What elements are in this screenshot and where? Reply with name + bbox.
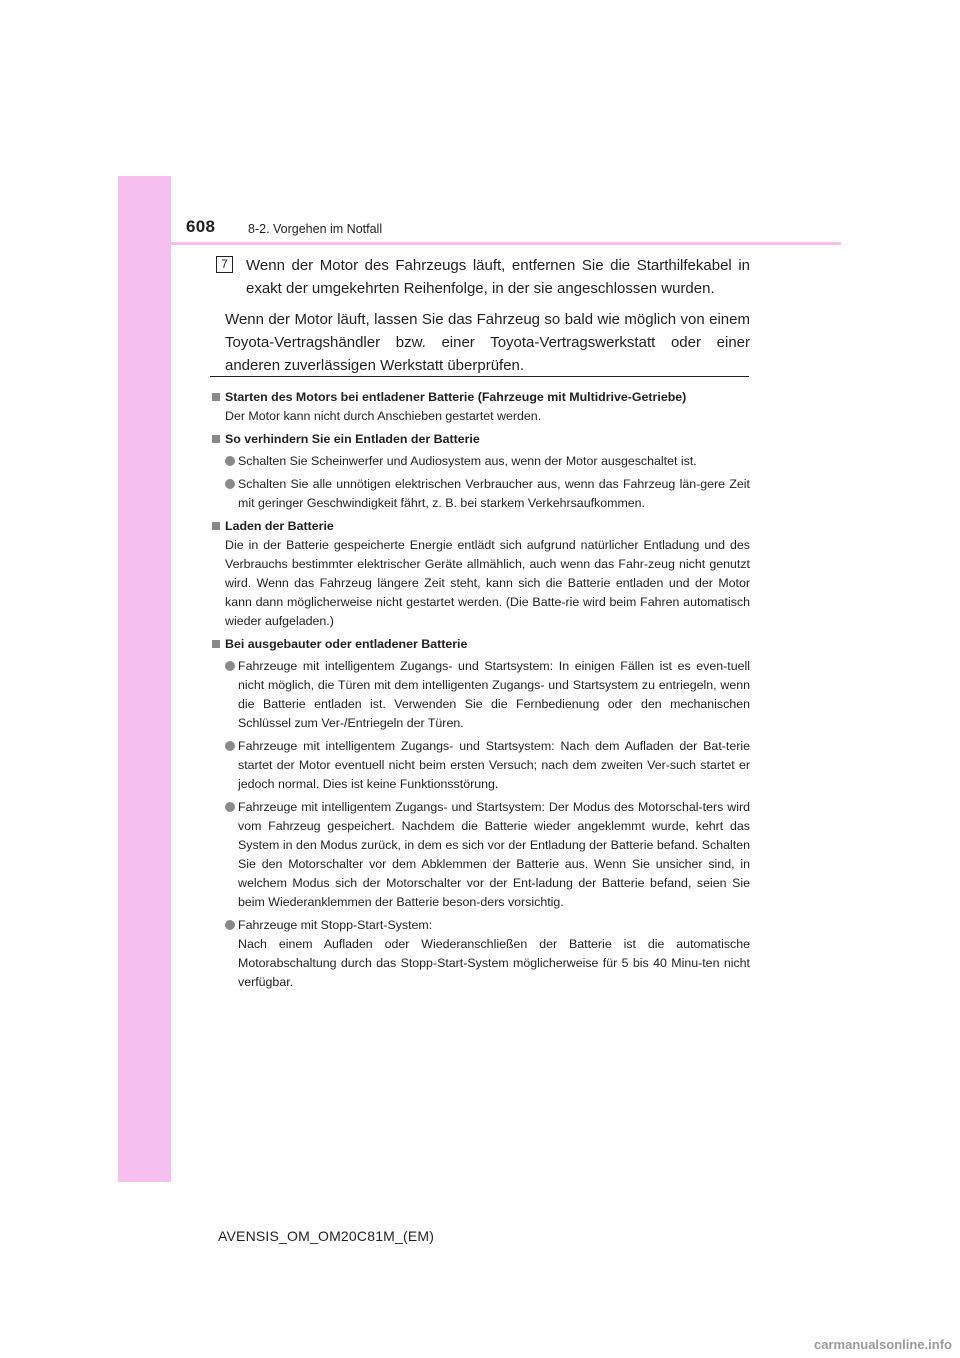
page-number: 608 — [186, 217, 216, 236]
square-bullet-icon — [212, 393, 220, 401]
note-title: So verhindern Sie ein Entladen der Batterie — [212, 430, 750, 449]
note-prevent-discharge — [212, 430, 750, 513]
note-multidrive — [212, 388, 750, 426]
list-item: Schalten Sie Scheinwerfer und Audiosystem aus, wenn der Motor ausgeschaltet ist. — [225, 452, 750, 471]
step-note: Wenn der Motor läuft, lassen Sie das Fahrzeug so bald wie möglich von einem Toyota-Vertragshändler bzw. einer Toyota-Vertragswerkstatt oder einer anderen zuverlässigen Werkstatt überprüfen. — [225, 311, 750, 374]
circle-bullet-icon — [225, 741, 235, 751]
header-rule — [118, 242, 841, 245]
watermark: carmanualsonline.info — [814, 1337, 952, 1352]
list-item: Fahrzeuge mit intelligentem Zugangs- und Startsystem: In einigen Fällen ist es even-tuell nicht möglich, die Türen mit dem intelligenten Zugangs- und Startsystem zu entriegeln, wenn die Batterie entladen ist. Verwenden Sie die Fernbedienung oder den mechanischen Schlüssel zum Ver-/Entriegeln der Türen. — [225, 657, 750, 733]
step-text: Wenn der Motor des Fahrzeugs läuft, entfernen Sie die Starthilfekabel in exakt der umgekehrten Reihenfolge, in der sie angeschlossen wurden. — [246, 257, 750, 297]
list-item: Fahrzeuge mit intelligentem Zugangs- und Startsystem: Nach dem Aufladen der Bat-terie startet der Motor eventuell nicht beim ersten Versuch; nach dem zweiten Ver-such startet er jedoch normal. Dies ist keine Funktionsstörung. — [225, 737, 750, 794]
note-body: Der Motor kann nicht durch Anschieben gestartet werden. — [225, 409, 542, 423]
list-item: Fahrzeuge mit intelligentem Zugangs- und Startsystem: Der Modus des Motorschal-ters wird vom Fahrzeug gespeichert. Nachdem die Batterie wieder angeklemmt wurde, kehrt das System in den Modus zurück, in dem es sich vor der Entladung der Batterie befand. Schalten Sie den Motorschalter vor dem Abklemmen der Batterie aus. Wenn Sie unsicher sind, in welchem Modus sich der Motorschalter vor der Ent-ladung der Batterie befand, seien Sie beim Wiederanklemmen der Batterie beson-ders vorsichtig. — [225, 798, 750, 912]
circle-bullet-icon — [225, 479, 235, 489]
square-bullet-icon — [212, 640, 220, 648]
side-band — [118, 176, 171, 1182]
list-item: Schalten Sie alle unnötigen elektrischen Verbraucher aus, wenn das Fahrzeug län-gere Zeit mit geringer Geschwindigkeit fährt, z. B. bei starkem Verkehrsaufkommen. — [225, 475, 750, 513]
note-removed-battery — [212, 635, 750, 992]
section-divider — [210, 376, 749, 377]
notes-section — [212, 388, 750, 996]
step-number-badge: 7 — [216, 256, 233, 273]
circle-bullet-icon — [225, 456, 235, 466]
square-bullet-icon — [212, 435, 220, 443]
circle-bullet-icon — [225, 920, 235, 930]
circle-bullet-icon — [225, 661, 235, 671]
note-charging — [212, 517, 750, 631]
square-bullet-icon — [212, 522, 220, 530]
section-title: 8-2. Vorgehen im Notfall — [248, 222, 383, 236]
note-title: Bei ausgebauter oder entladener Batterie — [212, 635, 750, 654]
note-title: Laden der Batterie — [212, 517, 750, 536]
step-7 — [216, 254, 750, 377]
note-title: Starten des Motors bei entladener Batterie (Fahrzeuge mit Multidrive-Getriebe) — [212, 388, 750, 407]
document-id-footer: AVENSIS_OM_OM20C81M_(EM) — [218, 1228, 435, 1244]
note-body: Die in der Batterie gespeicherte Energie entlädt sich aufgrund natürlicher Entladung und des Verbrauchs bestimmter elektrischer Geräte allmählich, auch wenn das Fahr-zeug nicht genutzt wird. Wenn das Fahrzeug längere Zeit steht, kann sich die Batterie entladen und der Motor kann dann möglicherweise nicht gestartet werden. (Die Batte-rie wird beim Fahren automatisch wieder aufgeladen.) — [225, 538, 750, 628]
circle-bullet-icon — [225, 802, 235, 812]
list-item: Fahrzeuge mit Stopp-Start-System: Nach einem Aufladen oder Wiederanschließen der Batterie ist die automatische Motorabschaltung durch das Stopp-Start-System möglicherweise für 5 bis 40 Minu-ten nicht verfügbar. — [225, 916, 750, 992]
